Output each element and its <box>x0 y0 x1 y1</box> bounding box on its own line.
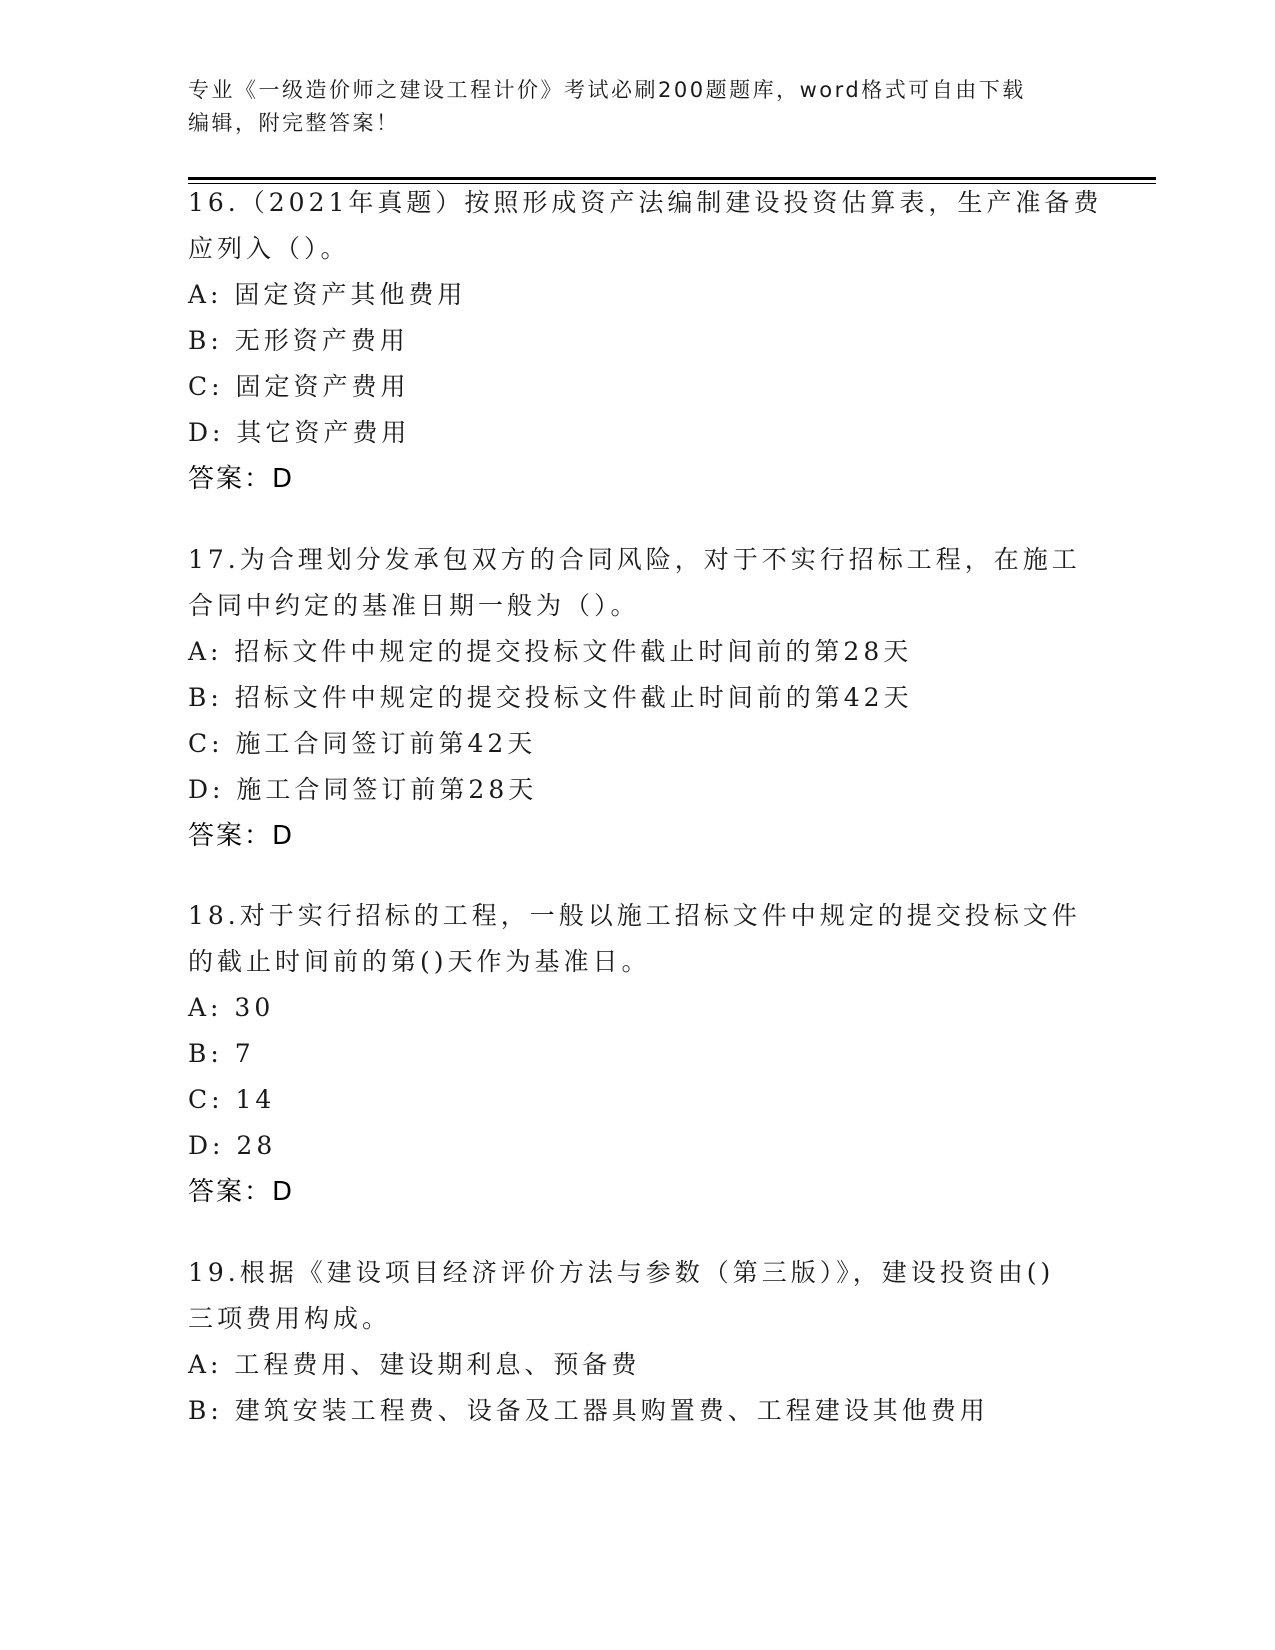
option-c: C: 14 <box>188 1085 276 1114</box>
option-c: C: 施工合同签订前第42天 <box>188 729 537 758</box>
option-b: B: 招标文件中规定的提交投标文件截止时间前的第42天 <box>188 683 913 712</box>
option-a: A: 30 <box>188 993 275 1022</box>
option-d: D: 施工合同签订前第28天 <box>188 775 538 804</box>
option-b: B: 建筑安装工程费、设备及工器具购置费、工程建设其他费用 <box>188 1396 989 1425</box>
question-18 <box>188 893 1148 1215</box>
answer-line: 答案：D <box>188 821 295 851</box>
option-a: A: 招标文件中规定的提交投标文件截止时间前的第28天 <box>188 637 913 666</box>
question-stem-line: 16.（2021年真题）按照形成资产法编制建设投资估算表，生产准备费 <box>188 188 1103 217</box>
option-d: D: 28 <box>188 1131 277 1160</box>
option-c: C: 固定资产费用 <box>188 372 410 401</box>
question-16 <box>188 180 1148 502</box>
option-d: D: 其它资产费用 <box>188 418 411 447</box>
option-b: B: 无形资产费用 <box>188 326 409 355</box>
question-stem-line: 17.为合理划分发承包双方的合同风险，对于不实行招标工程，在施工 <box>188 545 1081 574</box>
header-line-2: 编辑，附完整答案！ <box>188 111 400 135</box>
answer-line: 答案：D <box>188 1177 295 1207</box>
option-b: B: 7 <box>188 1039 255 1068</box>
question-19 <box>188 1250 1148 1434</box>
question-17 <box>188 537 1148 859</box>
question-stem-line: 18.对于实行招标的工程，一般以施工招标文件中规定的提交投标文件 <box>188 901 1081 930</box>
option-a: A: 固定资产其他费用 <box>188 280 467 309</box>
question-stem-line: 应列入（）。 <box>188 234 350 263</box>
question-stem-line: 19.根据《建设项目经济评价方法与参数（第三版）》，建设投资由() <box>188 1258 1055 1287</box>
option-a: A: 工程费用、建设期利息、预备费 <box>188 1350 641 1379</box>
question-stem-line: 合同中约定的基准日期一般为（）。 <box>188 591 640 620</box>
answer-line: 答案：D <box>188 464 295 494</box>
question-stem-line: 三项费用构成。 <box>188 1304 392 1333</box>
header-line-1: 专业《一级造价师之建设工程计价》考试必刷200题题库，word格式可自由下载 <box>188 78 1026 102</box>
document-header <box>188 74 1088 140</box>
question-stem-line: 的截止时间前的第()天作为基准日。 <box>188 947 651 976</box>
